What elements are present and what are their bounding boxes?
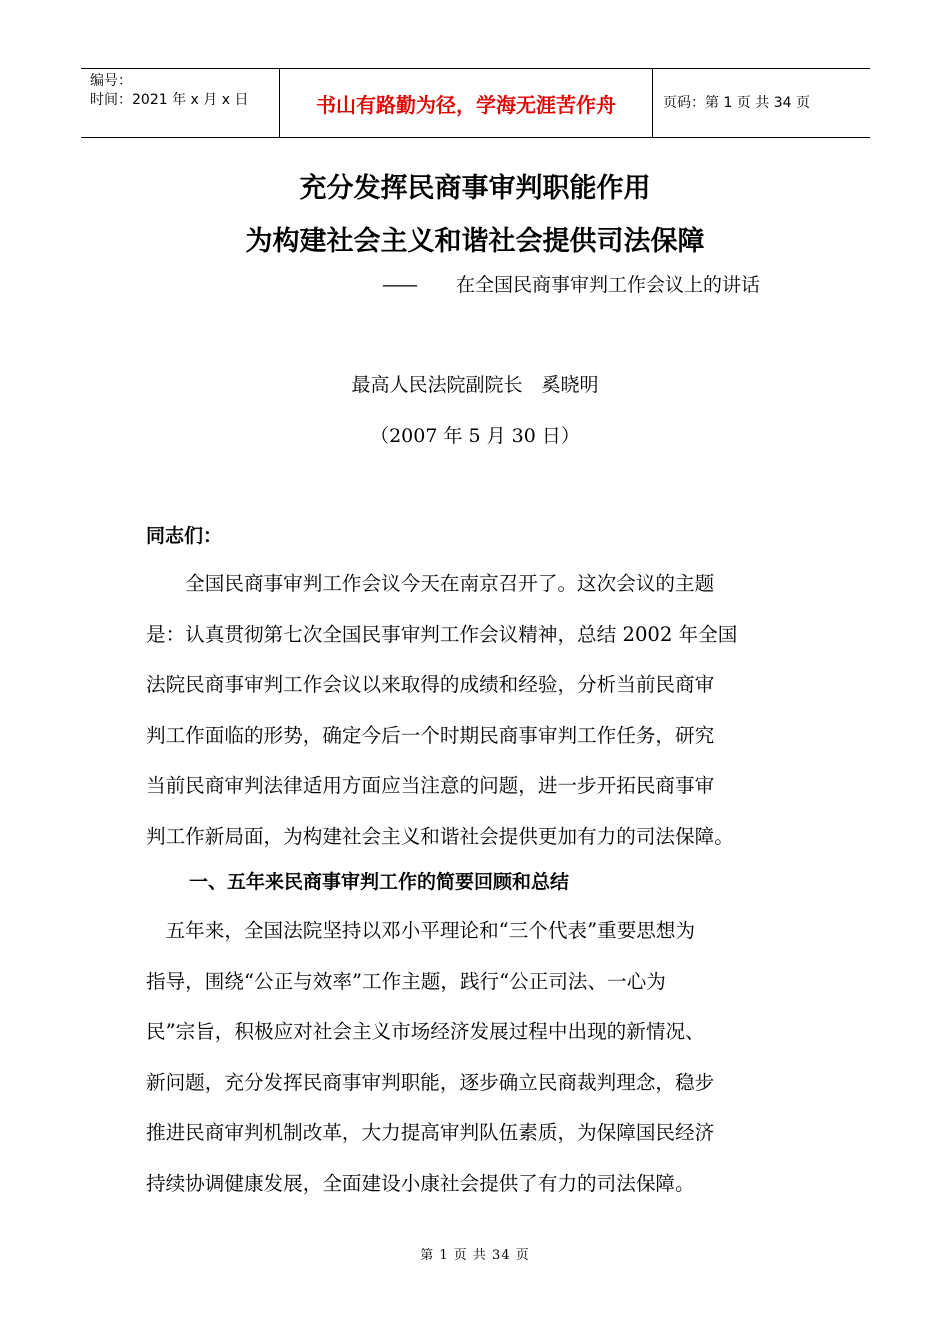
header-page-info: 页码：第 1 页 共 34 页 bbox=[663, 95, 810, 111]
document-title-line1: 充分发挥民商事审判职能作用 bbox=[299, 173, 651, 204]
section-heading-1: 一、五年来民商事审判工作的简要回顾和总结 bbox=[189, 871, 570, 893]
paragraph-line: 法院民商事审判工作会议以来取得的成绩和经验，分析当前民商审 bbox=[146, 673, 715, 696]
paragraph-line: 全国民商事审判工作会议今天在南京召开了。这次会议的主题 bbox=[146, 572, 715, 595]
paragraph-line: 推进民商审判机制改革，大力提高审判队伍素质，为保障国民经济 bbox=[146, 1121, 715, 1144]
paragraph-2 bbox=[146, 906, 806, 1209]
paragraph-line: 判工作面临的形势，确定今后一个时期民商事审判工作任务，研究 bbox=[146, 723, 715, 747]
header-left-cell bbox=[81, 69, 280, 137]
paragraph-1 bbox=[146, 559, 806, 862]
subtitle-dash: —— bbox=[382, 274, 416, 296]
speech-date: （2007 年 5 月 30 日） bbox=[370, 425, 580, 447]
paragraph-line: 判工作新局面，为构建社会主义和谐社会提供更加有力的司法保障。 bbox=[146, 824, 734, 848]
document-time-label: 时间：2021 年 x 月 x 日 bbox=[90, 92, 249, 108]
document-subtitle bbox=[382, 270, 760, 297]
header-motto-cell bbox=[280, 69, 653, 137]
paragraph-line: 五年来，全国法院坚持以邓小平理论和“三个代表”重要思想为 bbox=[146, 919, 696, 942]
header-table bbox=[81, 68, 870, 138]
paragraph-line: 持续协调健康发展，全面建设小康社会提供了有力的司法保障。 bbox=[146, 1171, 695, 1195]
header-motto: 书山有路勤为径，学海无涯苦作舟 bbox=[316, 92, 616, 117]
document-number-label: 编号： bbox=[90, 73, 132, 89]
subtitle-text: 在全国民商事审判工作会议上的讲话 bbox=[456, 274, 761, 296]
page-footer: 第 1 页 共 34 页 bbox=[420, 1248, 530, 1263]
paragraph-line: 是：认真贯彻第七次全国民事审判工作会议精神，总结 2002 年全国 bbox=[146, 622, 738, 646]
salutation: 同志们： bbox=[146, 525, 223, 547]
paragraph-line: 当前民商审判法律适用方面应当注意的问题，进一步开拓民商事审 bbox=[146, 774, 715, 797]
paragraph-line: 民”宗旨，积极应对社会主义市场经济发展过程中出现的新情况、 bbox=[146, 1020, 705, 1043]
paragraph-line: 指导，围绕“公正与效率”工作主题，践行“公正司法、一心为 bbox=[146, 969, 666, 993]
document-title-line2: 为构建社会主义和谐社会提供司法保障 bbox=[245, 226, 705, 257]
header-page-cell bbox=[653, 69, 870, 137]
paragraph-line: 新问题，充分发挥民商事审判职能，逐步确立民商裁判理念，稳步 bbox=[146, 1070, 715, 1094]
speaker-line: 最高人民法院副院长 奚晓明 bbox=[351, 374, 599, 396]
